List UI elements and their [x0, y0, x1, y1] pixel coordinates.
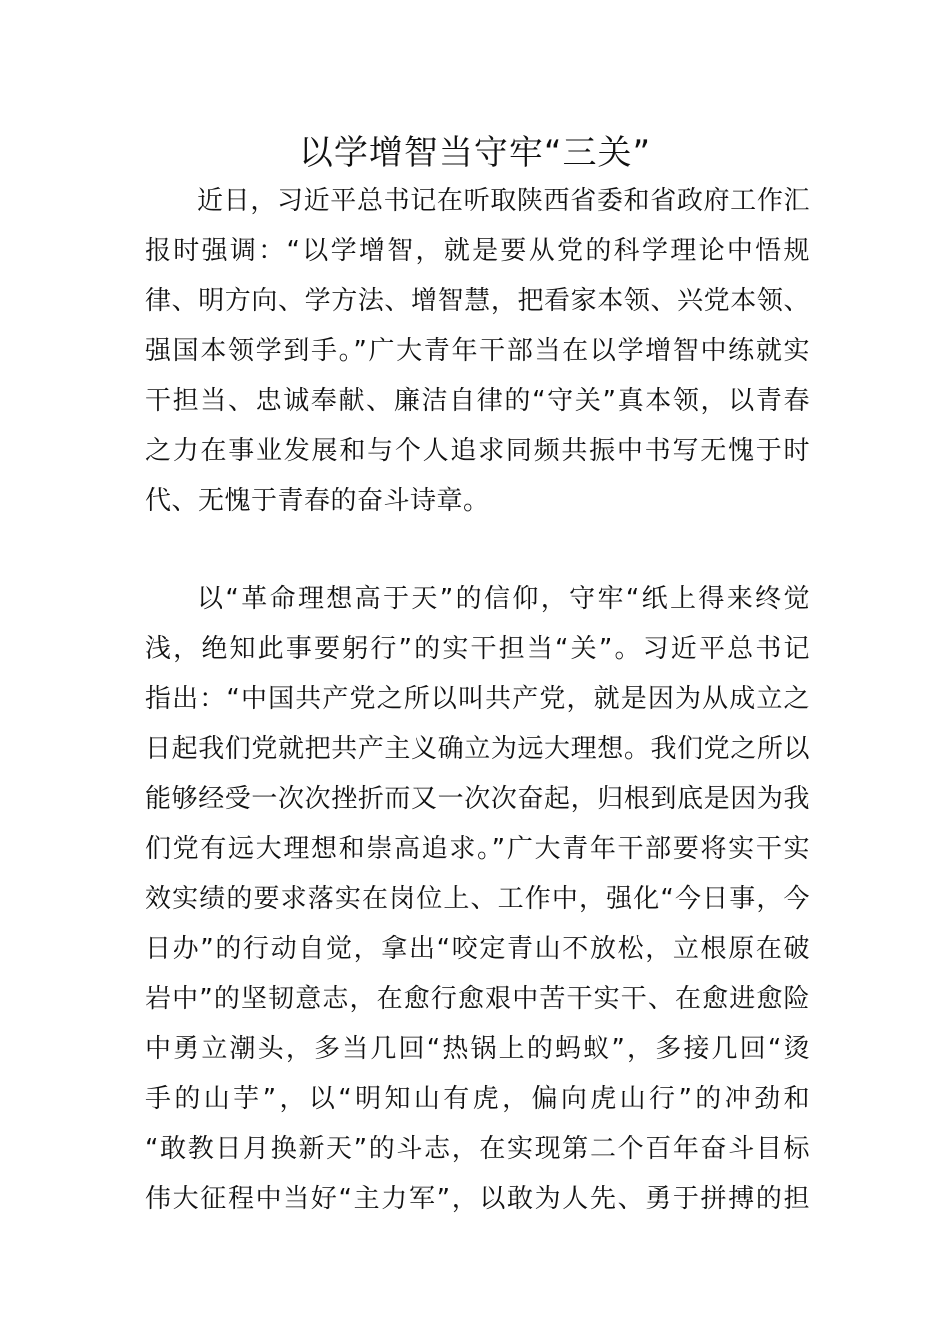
paragraph-line: 浅，绝知此事要躬行”的实干担当“关”。习近平总书记 [145, 634, 810, 664]
paragraph-line: 以“革命理想高于天”的信仰，守牢“纸上得来终觉 [197, 584, 810, 614]
paragraph-line: 手的山芋”，以“明知山有虎，偏向虎山行”的冲劲和 [145, 1084, 810, 1114]
paragraph-line: 效实绩的要求落实在岗位上、工作中，强化“今日事，今 [145, 884, 810, 914]
paragraph-line: 报时强调：“以学增智，就是要从党的科学理论中悟规 [145, 236, 810, 266]
paragraph-line: 近日，习近平总书记在听取陕西省委和省政府工作汇 [197, 186, 810, 216]
paragraph-line: “敢教日月换新天”的斗志，在实现第二个百年奋斗目标 [145, 1134, 810, 1164]
paragraph-line: 代、无愧于青春的奋斗诗章。 [145, 486, 490, 516]
paragraph-line: 岩中”的坚韧意志，在愈行愈艰中苦干实干、在愈进愈险 [145, 984, 810, 1014]
paragraph-line: 律、明方向、学方法、增智慧，把看家本领、兴党本领、 [145, 286, 810, 316]
paragraph-line: 中勇立潮头，多当几回“热锅上的蚂蚁”，多接几回“烫 [145, 1034, 810, 1064]
paragraph-line: 日办”的行动自觉，拿出“咬定青山不放松，立根原在破 [145, 934, 810, 964]
paragraph-intro [145, 176, 810, 526]
paragraph-line: 能够经受一次次挫折而又一次次奋起，归根到底是因为我 [145, 784, 810, 814]
paragraph-line: 日起我们党就把共产主义确立为远大理想。我们党之所以 [145, 734, 810, 764]
paragraph-line: 干担当、忠诚奉献、廉洁自律的“守关”真本领，以青春 [145, 386, 810, 416]
paragraph-line: 指出：“中国共产党之所以叫共产党，就是因为从成立之 [145, 684, 810, 714]
paragraph-line: 强国本领学到手。”广大青年干部当在以学增智中练就实 [145, 336, 810, 366]
paragraph-section-one [145, 574, 810, 1224]
paragraph-line: 们党有远大理想和崇高追求。”广大青年干部要将实干实 [145, 834, 810, 864]
paragraph-line: 伟大征程中当好“主力军”，以敢为人先、勇于拼搏的担 [145, 1184, 810, 1214]
paragraph-line: 之力在事业发展和与个人追求同频共振中书写无愧于时 [145, 436, 810, 466]
document-title: 以学增智当守牢“三关” [298, 133, 652, 173]
